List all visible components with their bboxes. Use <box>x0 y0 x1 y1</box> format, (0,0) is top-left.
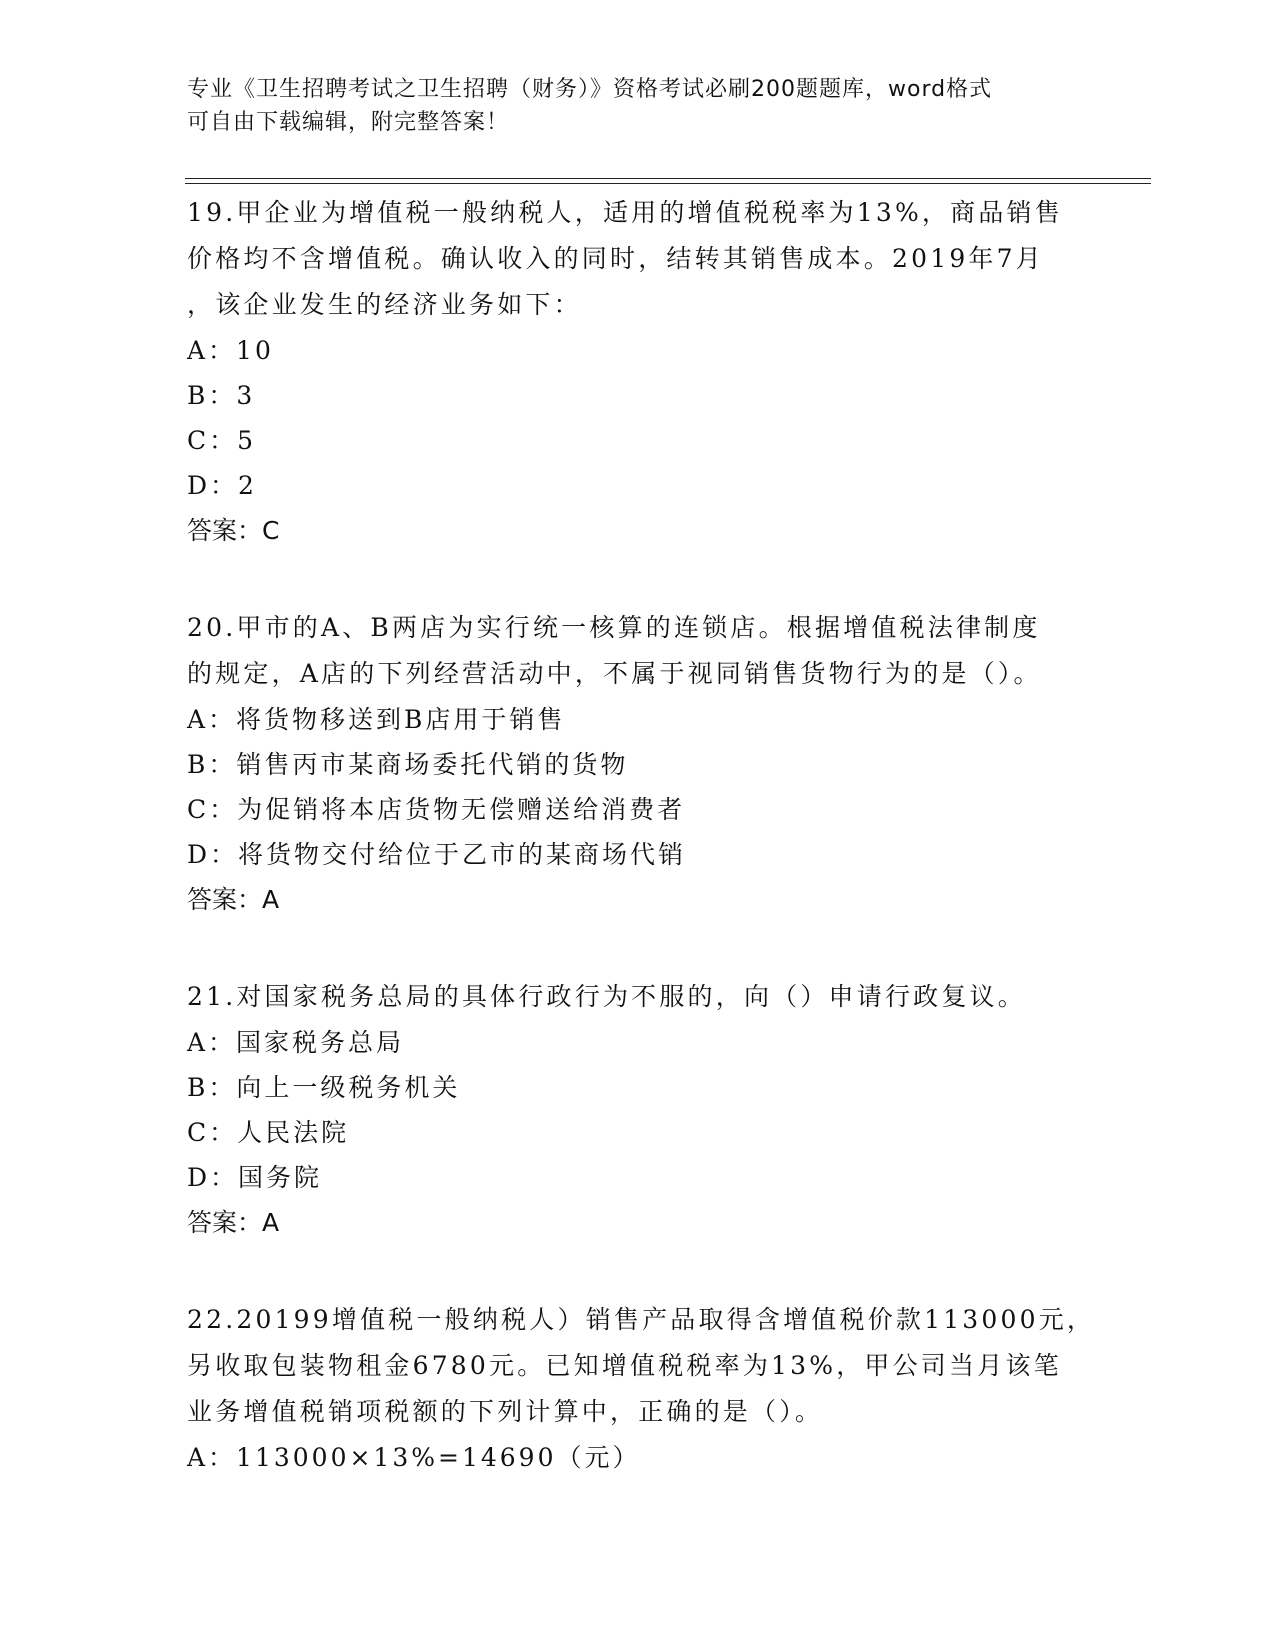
option-a: A：113000×13%=14690（元） <box>187 1443 641 1472</box>
option-a: A：将货物移送到B店用于销售 <box>187 705 566 734</box>
question-list <box>187 190 1096 1480</box>
option-d: D：将货物交付给位于乙市的某商场代销 <box>187 840 687 869</box>
option-b: B：销售丙市某商场委托代销的货物 <box>187 750 629 779</box>
option-c: C：5 <box>187 426 257 455</box>
question-text-line: 价格均不含增值税。确认收入的同时，结转其销售成本。2019年7月 <box>187 244 1044 273</box>
option-a: A：10 <box>187 336 274 365</box>
header-divider-bottom <box>185 183 1151 184</box>
question-text-line: ，该企业发生的经济业务如下： <box>187 290 582 319</box>
question-text-line: 22.20199增值税一般纳税人）销售产品取得含增值税价款113000元， <box>187 1305 1096 1334</box>
question-text-line: 20.甲市的A、B两店为实行统一核算的连锁店。根据增值税法律制度 <box>187 613 1041 642</box>
answer-line: 答案：A <box>187 1208 280 1237</box>
option-c: C：为促销将本店货物无偿赠送给消费者 <box>187 795 686 824</box>
header-divider-top <box>185 178 1151 179</box>
question-text-line: 21.对国家税务总局的具体行政行为不服的，向（）申请行政复议。 <box>187 982 1026 1011</box>
answer-line: 答案：C <box>187 516 280 545</box>
question-text-line: 业务增值税销项税额的下列计算中，正确的是（）。 <box>187 1397 824 1426</box>
option-b: B：向上一级税务机关 <box>187 1073 461 1102</box>
question-text-line: 另收取包装物租金6780元。已知增值税税率为13%，甲公司当月该笔 <box>187 1351 1062 1380</box>
question-text-line: 的规定，A店的下列经营活动中，不属于视同销售货物行为的是（）。 <box>187 659 1042 688</box>
header-line-2: 可自由下载编辑，附完整答案！ <box>187 110 510 135</box>
option-a: A：国家税务总局 <box>187 1028 405 1057</box>
question-20 <box>187 605 1087 922</box>
document-header <box>187 73 1067 139</box>
answer-line: 答案：A <box>187 885 280 914</box>
header-line-1: 专业《卫生招聘考试之卫生招聘（财务）》资格考试必刷200题题库，word格式 <box>187 77 993 102</box>
question-19 <box>187 190 1087 553</box>
question-22 <box>187 1297 1096 1480</box>
option-d: D：国务院 <box>187 1163 323 1192</box>
option-c: C：人民法院 <box>187 1118 350 1147</box>
option-d: D：2 <box>187 471 257 500</box>
question-21 <box>187 974 1087 1245</box>
option-b: B：3 <box>187 381 256 410</box>
question-text-line: 19.甲企业为增值税一般纳税人，适用的增值税税率为13%，商品销售 <box>187 198 1063 227</box>
